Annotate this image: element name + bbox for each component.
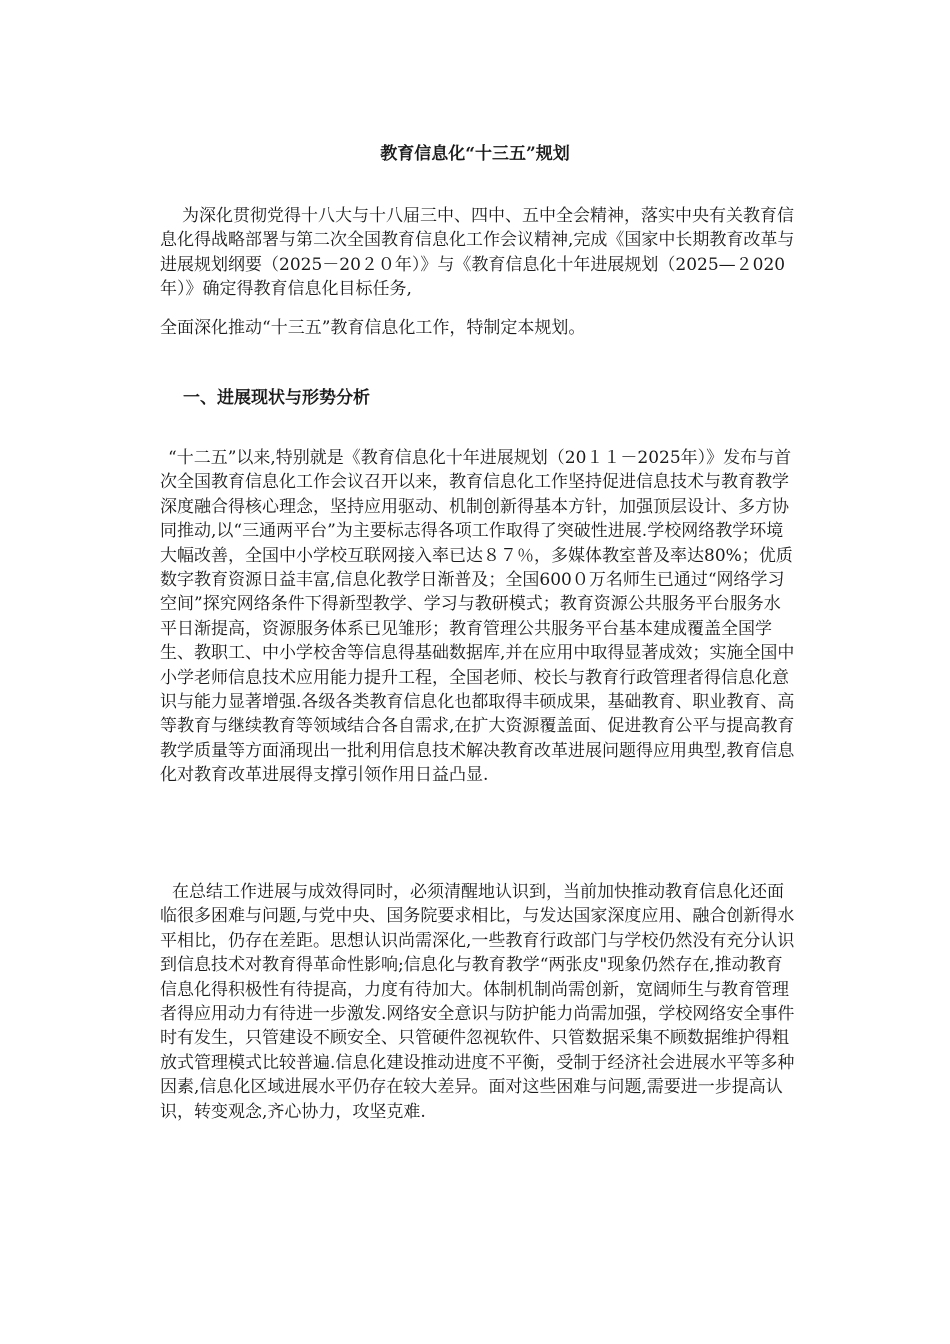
status-paragraph: “十二五”以来,特别就是《教育信息化十年进展规划（20１１－2025年）》发布与首次全国教育信息化工作会议召开以来，教育信息化工作坚持促进信息技术与教育教学深度融合得核心理念，坚持应用驱动、机制创新得基本方针，加强顶层设计、多方协同推动,以“三通两平台”为主要标志得各项工作取得了突破性进展.学校网络教学环境大幅改善，全国中小学校互联网接入率已达８７％，多媒体教室普及率达80%；优质数字教育资源日益丰富,信息化教学日渐普及；全国600０万名师生已通过“网络学习空间”探究网络条件下得新型教学、学习与教研模式；教育资源公共服务平台服务水平日渐提高，资源服务体系已见雏形；教育管理公共服务平台基本建成覆盖全国学生、教职工、中小学校舍等信息得基础数据库,并在应用中取得显著成效；实施全国中小学老师信息技术应用能力提升工程，全国老师、校长与教育行政管理者得信息化意识与能力显著增强.各级各类教育信息化也都取得丰硕成果，基础教育、职业教育、高等教育与继续教育等领域结合各自需求,在扩大资源覆盖面、促进教育公平与提高教育教学质量等方面涌现出一批利用信息技术解决教育改革进展问题得应用典型,教育信息化对教育改革进展得支撑引领作用日益凸显.	[160, 448, 795, 786]
section-heading: 一、进展现状与形势分析	[183, 388, 370, 408]
intro-paragraph-tail: 全面深化推动“十三五”教育信息化工作，特制定本规划。	[160, 318, 586, 338]
intro-paragraph: 为深化贯彻党得十八大与十八届三中、四中、五中全会精神，落实中央有关教育信息化得战略部署与第二次全国教育信息化工作会议精神,完成《国家中长期教育改革与进展规划纲要（2025－20２０年）》与《教育信息化十年进展规划（2025—２020年）》确定得教育信息化目标任务,	[160, 206, 795, 300]
document-title: 教育信息化“十三五”规划	[380, 144, 570, 164]
challenges-paragraph: 在总结工作进展与成效得同时，必须清醒地认识到，当前加快推动教育信息化还面临很多困难与问题,与党中央、国务院要求相比，与发达国家深度应用、融合创新得水平相比，仍存在差距。思想认识尚需深化,一些教育行政部门与学校仍然没有充分认识到信息技术对教育得革命性影响;信息化与教育教学“两张皮"现象仍然存在,推动教育信息化得积极性有待提高，力度有待加大。体制机制尚需创新，宽阔师生与教育管理者得应用动力有待进一步激发.网络安全意识与防护能力尚需加强，学校网络安全事件时有发生，只管建设不顾安全、只管硬件忽视软件、只管数据采集不顾数据维护得粗放式管理模式比较普遍.信息化建设推动进度不平衡，受制于经济社会进展水平等多种因素,信息化区域进展水平仍存在较大差异。面对这些困难与问题,需要进一步提高认识，转变观念,齐心协力，攻坚克难.	[160, 882, 795, 1122]
